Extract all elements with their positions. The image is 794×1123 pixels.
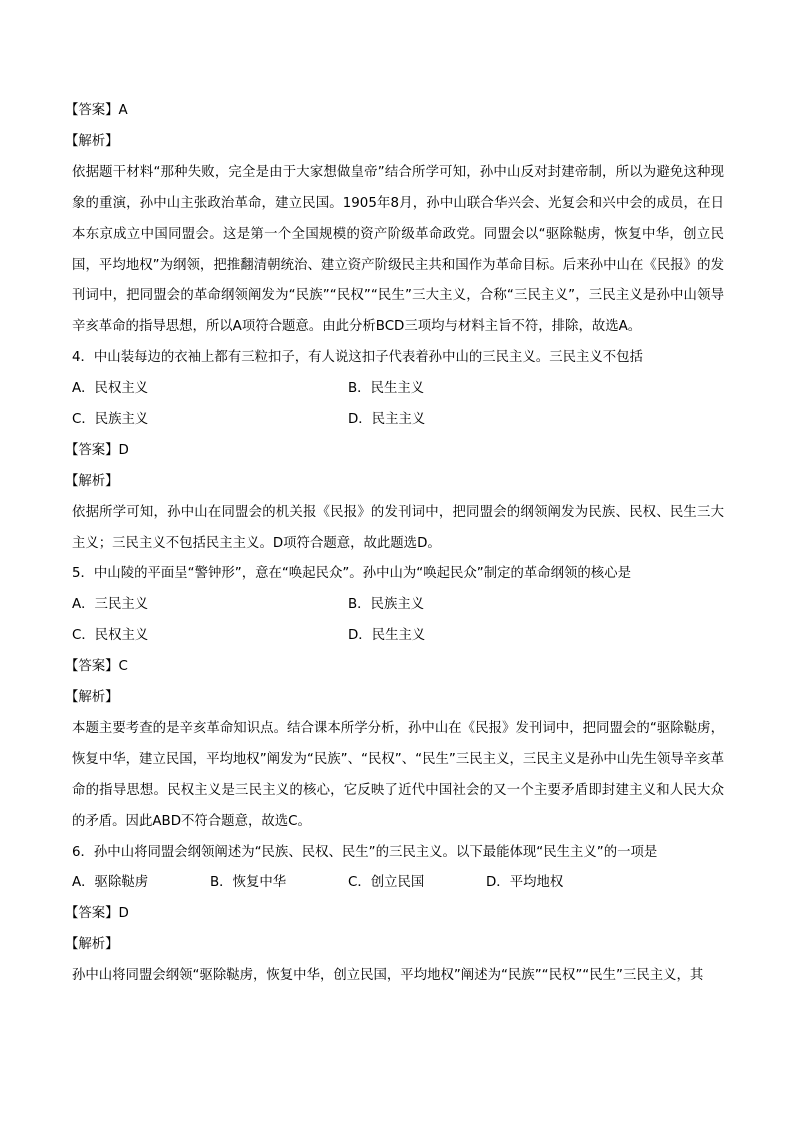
option-c: C．创立民国 xyxy=(348,875,425,891)
option-c: C．民族主义 xyxy=(72,412,149,427)
analysis-text: 依据题干材料“那种失败，完全是由于大家想做皇帝”结合所学可知，孙中山反对封建帝制，所以为避免这种现象的重演，孙中山主张政治革命，建立民国。1905年8月，孙中山联合华兴会、光复会和兴中会的成员，在日本东京成立中国同盟会。这是第一个全国规模的资产阶级革命政党。同盟会以“驱除鞑虏，恢复中华，创立民国，平均地权”为纲领，把推翻清朝统治、建立资产阶级民主共和国作为革命目标。后来孙中山在《民报》的发刊词中，把同盟会的革命纲领阐发为“民族”“民权”“民生”三大主义，合称“三民主义”，三民主义是孙中山领导辛亥革命的指导思想，所以A项符合题意。由此分析BCD三项均与材料主旨不符，排除，故选A。 xyxy=(72,164,724,335)
option-a: A．驱除鞑虏 xyxy=(72,875,149,891)
question-5-options xyxy=(72,590,724,621)
question-5-options xyxy=(72,621,724,652)
option-b: B．民生主义 xyxy=(348,381,425,397)
document-content xyxy=(65,96,724,992)
analysis-text: 孙中山将同盟会纲领“驱除鞑虏，恢复中华，创立民国，平均地权”阐述为“民族”“民权”“民生”三民主义，其 xyxy=(72,968,704,984)
question-6: 6．孙中山将同盟会纲领阐述为“民族、民权、民生”的三民主义。以下最能体现“民生主义”的一项是 xyxy=(72,844,658,860)
option-d: D．民主主义 xyxy=(348,412,426,427)
answer-label: 【答案】D xyxy=(65,906,129,922)
question-5: 5．中山陵的平面呈“警钟形”，意在“唤起民众”。孙中山为“唤起民众”制定的革命纲领的核心是 xyxy=(72,566,631,582)
question-4: 4．中山装每边的衣袖上都有三粒扣子，有人说这扣子代表着孙中山的三民主义。三民主义不包括 xyxy=(72,350,643,366)
option-a: A．三民主义 xyxy=(72,597,149,613)
analysis-text: 本题主要考查的是辛亥革命知识点。结合课本所学分析，孙中山在《民报》发刊词中，把同盟会的“驱除鞑虏，恢复中华，建立民国，平均地权”阐发为“民族”、“民权”、“民生”三民主义，三民主义是孙中山先生领导辛亥革命的指导思想。民权主义是三民主义的核心，它反映了近代中国社会的又一个主要矛盾即封建主义和人民大众的矛盾。因此ABD不符合题意，故选C。 xyxy=(72,720,724,829)
option-b: B．民族主义 xyxy=(348,597,425,613)
option-b: B．恢复中华 xyxy=(210,875,287,891)
question-4-options xyxy=(72,405,724,436)
option-d: D．民生主义 xyxy=(348,628,426,644)
analysis-label: 【解析】 xyxy=(65,690,119,706)
answer-label: 【答案】A xyxy=(65,103,128,118)
option-d: D．平均地权 xyxy=(486,875,564,891)
analysis-label: 【解析】 xyxy=(65,473,119,489)
analysis-text: 依据所学可知，孙中山在同盟会的机关报《民报》的发刊词中，把同盟会的纲领阐发为民族、民权、民生三大主义；三民主义不包括民主主义。D项符合题意，故此题选D。 xyxy=(72,504,724,551)
option-a: A．民权主义 xyxy=(72,381,149,397)
analysis-label: 【解析】 xyxy=(65,937,119,953)
answer-label: 【答案】D xyxy=(65,442,129,458)
question-6-options xyxy=(72,868,724,899)
analysis-label: 【解析】 xyxy=(65,133,119,149)
question-4-options xyxy=(72,374,724,405)
option-c: C．民权主义 xyxy=(72,628,149,644)
answer-label: 【答案】C xyxy=(65,659,128,675)
